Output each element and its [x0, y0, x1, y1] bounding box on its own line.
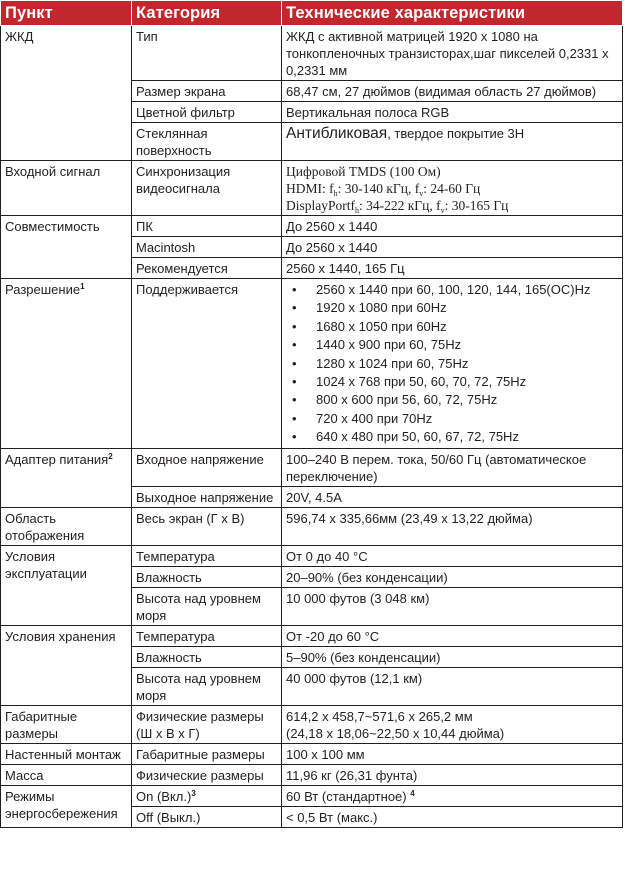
value-temperature: От -20 до 60 °C: [282, 625, 623, 646]
list-item: • 640 x 480 при 50, 60, 67, 72, 75Hz: [286, 428, 618, 446]
table-row: [1, 216, 623, 237]
sync-line-displayport: [286, 197, 618, 214]
item-compatibility: Совместимость: [1, 216, 132, 279]
item-wall-mount: Настенный монтаж: [1, 743, 132, 764]
value-input-voltage: 100–240 В перем. тока, 50/60 Гц (автоматическое переключение): [282, 448, 623, 486]
value-weight: 11,96 кг (26,31 фунта): [282, 764, 623, 785]
adapter-label: Адаптер питания: [5, 451, 109, 467]
table-row: [1, 26, 623, 81]
list-item: • 720 x 400 при 70Hz: [286, 410, 618, 428]
table-row: [1, 705, 623, 743]
category-type: Тип: [132, 26, 282, 81]
category-humidity: Влажность: [132, 566, 282, 587]
dimensions-mm: 614,2 x 458,7~571,6 x 265,2 мм: [286, 708, 473, 724]
category-weight: Физические размеры: [132, 764, 282, 785]
dp-text: DisplayPortf: [286, 198, 355, 213]
category-macintosh: Macintosh: [132, 237, 282, 258]
item-dimensions: Габаритные размеры: [1, 705, 132, 743]
dp-sub-v: v: [440, 206, 445, 215]
list-item: • 2560 x 1440 при 60, 100, 120, 144, 165(OC)Hz: [286, 281, 618, 299]
value-physical-dimensions: [282, 705, 623, 743]
hdmi-text: : 30-140 кГц, f: [337, 181, 420, 196]
value-output-voltage: 20V, 4.5A: [282, 486, 623, 507]
power-on-label: On (Вкл.): [136, 788, 192, 804]
table-row: [1, 279, 623, 449]
value-glass-surface: [282, 123, 623, 161]
footnote-marker: 1: [80, 282, 85, 291]
value-altitude: 40 000 футов (12,1 км): [282, 667, 623, 705]
category-video-sync: Синхронизация видеосигнала: [132, 161, 282, 216]
table-row: [1, 507, 623, 545]
sync-line-hdmi: [286, 180, 618, 197]
value-type: ЖКД с активной матрицей 1920 x 1080 на тонкопленочных транзисторах,шаг пикселей 0,2331 x 0,2331 мм: [282, 26, 623, 81]
value-color-filter: Вертикальная полоса RGB: [282, 102, 623, 123]
header-specifications: Технические характеристики: [282, 1, 623, 26]
item-display-area: Область отображения: [1, 507, 132, 545]
category-pc: ПК: [132, 216, 282, 237]
footnote-marker: 3: [191, 788, 196, 798]
category-input-voltage: Входное напряжение: [132, 448, 282, 486]
value-pc: До 2560 x 1440: [282, 216, 623, 237]
glass-value-rest: , твердое покрытие 3H: [387, 126, 525, 141]
value-full-screen: 596,74 x 335,66мм (23,49 x 13,22 дюйма): [282, 507, 623, 545]
footnote-marker: 2: [108, 451, 113, 461]
item-resolution: [1, 279, 132, 449]
table-row: [1, 764, 623, 785]
header-item: Пункт: [1, 1, 132, 26]
table-row: [1, 785, 623, 806]
category-color-filter: Цветной фильтр: [132, 102, 282, 123]
value-power-off: < 0,5 Вт (макс.): [282, 806, 623, 827]
category-power-on: [132, 785, 282, 806]
glass-value-main: Антибликовая: [286, 125, 388, 142]
table-row: [1, 161, 623, 216]
item-weight: Масса: [1, 764, 132, 785]
value-macintosh: До 2560 x 1440: [282, 237, 623, 258]
item-storage-conditions: Условия хранения: [1, 625, 132, 705]
category-physical-dimensions: Физические размеры (Ш x В x Г): [132, 705, 282, 743]
dp-text: : 30-165 Гц: [444, 198, 509, 213]
category-screen-size: Размер экрана: [132, 81, 282, 102]
value-video-sync: [282, 161, 623, 216]
list-item: • 1024 x 768 при 50, 60, 70, 72, 75Hz: [286, 373, 618, 391]
value-temperature: От 0 до 40 °C: [282, 545, 623, 566]
category-full-screen: Весь экран (Г x В): [132, 507, 282, 545]
list-item: • 1280 x 1024 при 60, 75Hz: [286, 355, 618, 373]
category-recommended: Рекомендуется: [132, 258, 282, 279]
category-output-voltage: Выходное напряжение: [132, 486, 282, 507]
resolution-list: [286, 281, 618, 447]
item-power-saving-modes: Режимы энергосбережения: [1, 785, 132, 827]
value-supported-modes: [282, 279, 623, 449]
dimensions-inch: (24,18 x 18,06~22,50 x 10,44 дюйма): [286, 725, 505, 741]
value-screen-size: 68,47 см, 27 дюймов (видимая область 27 дюймов): [282, 81, 623, 102]
header-category: Категория: [132, 1, 282, 26]
sync-line-tmds: Цифровой TMDS (100 Ом): [286, 164, 441, 179]
dp-sub-h: h: [355, 206, 359, 215]
value-humidity: 20–90% (без конденсации): [282, 566, 623, 587]
category-altitude: Высота над уровнем моря: [132, 667, 282, 705]
category-temperature: Температура: [132, 625, 282, 646]
hdmi-text: HDMI: f: [286, 181, 334, 196]
footnote-marker: 4: [410, 788, 415, 798]
list-item: • 800 x 600 при 56, 60, 72, 75Hz: [286, 391, 618, 409]
header-row: [1, 1, 623, 26]
category-humidity: Влажность: [132, 646, 282, 667]
power-on-text: 60 Вт (стандартное): [286, 788, 411, 804]
value-recommended: 2560 x 1440, 165 Гц: [282, 258, 623, 279]
dp-text: : 34-222 кГц, f: [359, 198, 441, 213]
item-input-signal: Входной сигнал: [1, 161, 132, 216]
category-power-off: Off (Выкл.): [132, 806, 282, 827]
item-lcd: ЖКД: [1, 26, 132, 161]
value-altitude: 10 000 футов (3 048 км): [282, 587, 623, 625]
item-operating-conditions: Условия эксплуатации: [1, 545, 132, 625]
table-row: [1, 448, 623, 486]
value-power-on: [282, 785, 623, 806]
table-row: [1, 545, 623, 566]
category-glass-surface: Стеклянная поверхность: [132, 123, 282, 161]
category-altitude: Высота над уровнем моря: [132, 587, 282, 625]
category-temperature: Температура: [132, 545, 282, 566]
hdmi-text: : 24-60 Гц: [423, 181, 481, 196]
table-row: [1, 625, 623, 646]
value-humidity: 5–90% (без конденсации): [282, 646, 623, 667]
resolution-label: Разрешение: [5, 282, 81, 297]
hdmi-sub-h: h: [333, 189, 338, 198]
category-supported: Поддерживается: [132, 279, 282, 449]
value-wall-mount-size: 100 x 100 мм: [282, 743, 623, 764]
list-item: • 1920 x 1080 при 60Hz: [286, 299, 618, 317]
table-row: [1, 743, 623, 764]
category-wall-mount-size: Габаритные размеры: [132, 743, 282, 764]
hdmi-sub-v: v: [419, 189, 424, 198]
list-item: • 1440 x 900 при 60, 75Hz: [286, 336, 618, 354]
list-item: • 1680 x 1050 при 60Hz: [286, 318, 618, 336]
item-power-adapter: [1, 448, 132, 507]
